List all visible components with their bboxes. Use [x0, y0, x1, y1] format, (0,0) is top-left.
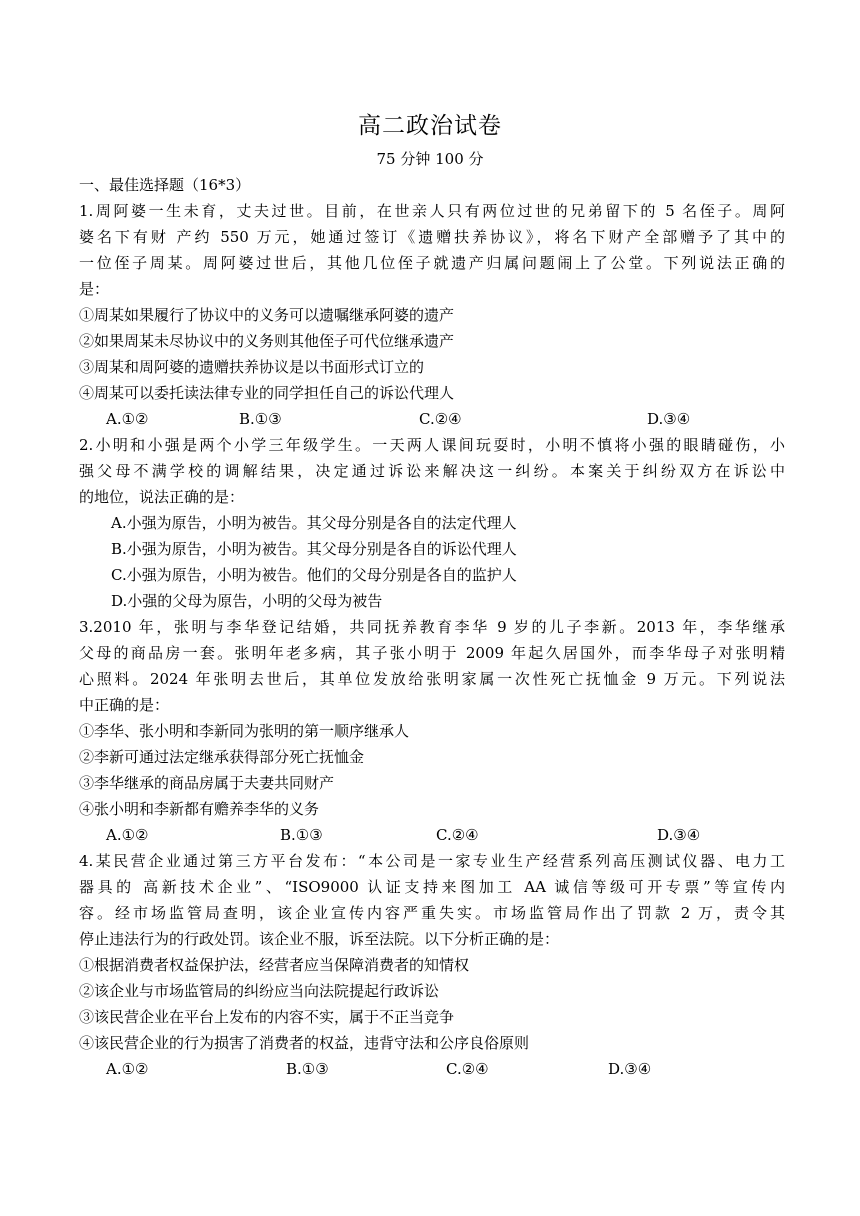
choice-d: D.小强的父母为原告，小明的父母为被告: [111, 592, 383, 610]
option-b: B.①③: [286, 1060, 329, 1078]
statement: ②如果周某未尽协议中的义务则其他侄子可代位继承遗产: [79, 332, 455, 350]
option-d: D.③④: [608, 1060, 652, 1078]
question-2: [79, 432, 785, 614]
choice-b: B.小强为原告，小明为被告。其父母分别是各自的诉讼代理人: [111, 540, 517, 558]
statement: ②该企业与市场监管局的纠纷应当向法院提起行政诉讼: [79, 982, 440, 1000]
statement: ①根据消费者权益保护法，经营者应当保障消费者的知情权: [79, 956, 470, 974]
option-a: A.①②: [106, 826, 149, 844]
answer-options: [79, 1056, 785, 1082]
question-stem-line: 是：: [79, 280, 110, 298]
option-b: B.①③: [280, 826, 323, 844]
question-stem-line: 4.某民营企业通过第三方平台发布：“本公司是一家专业生产经营系列高压测试仪器、电力工: [79, 852, 785, 870]
option-c: C.②④: [436, 826, 479, 844]
statement: ①李华、张小明和李新同为张明的第一顺序继承人: [79, 722, 410, 740]
option-a: A.①②: [106, 410, 149, 428]
option-b: B.①③: [239, 410, 282, 428]
question-stem-line: 器具的 高新技术企业”、“ISO9000 认证支持来图加工 AA 诚信等级可开专票”等宣传内: [79, 878, 785, 896]
question-4: [79, 848, 785, 1082]
exam-body: [79, 172, 785, 1082]
question-stem-line: 3.2010 年，张明与李华登记结婚，共同抚养教育李华 9 岁的儿子李新。2013 年，李华继承: [79, 618, 785, 636]
statement: ②李新可通过法定继承获得部分死亡抚恤金: [79, 748, 365, 766]
statement: ③李华继承的商品房属于夫妻共同财产: [79, 774, 335, 792]
question-stem-line: 一位侄子周某。周阿婆过世后，其他几位侄子就遗产归属问题闹上了公堂。下列说法正确的: [79, 254, 785, 272]
option-c: C.②④: [419, 410, 462, 428]
answer-options: [79, 822, 785, 848]
statement: ④张小明和李新都有赡养李华的义务: [79, 800, 320, 818]
option-d: D.③④: [657, 826, 701, 844]
question-stem-line: 容。经市场监管局查明，该企业宣传内容严重失实。市场监管局作出了罚款 2 万，责令其: [79, 904, 785, 922]
option-a: A.①②: [106, 1060, 149, 1078]
option-c: C.②④: [446, 1060, 489, 1078]
question-stem-line: 1.周阿婆一生未育，丈夫过世。目前，在世亲人只有两位过世的兄弟留下的 5 名侄子。周阿: [79, 202, 785, 220]
question-3: [79, 614, 785, 848]
statement: ④周某可以委托读法律专业的同学担任自己的诉讼代理人: [79, 384, 455, 402]
choice-a: A.小强为原告，小明为被告。其父母分别是各自的法定代理人: [111, 514, 517, 532]
statement: ③该民营企业在平台上发布的内容不实，属于不正当竞争: [79, 1008, 455, 1026]
page-title: 高二政治试卷: [358, 113, 502, 139]
question-stem-line: 2.小明和小强是两个小学三年级学生。一天两人课间玩耍时，小明不慎将小强的眼睛碰伤，小: [79, 436, 785, 454]
question-stem-line: 强父母不满学校的调解结果，决定通过诉讼来解决这一纠纷。本案关于纠纷双方在诉讼中: [79, 462, 785, 480]
statement: ③周某和周阿婆的遗赠扶养协议是以书面形式订立的: [79, 358, 425, 376]
question-stem-line: 中正确的是：: [79, 696, 170, 714]
section-heading: 一、最佳选择题（16*3）: [79, 176, 251, 194]
choice-c: C.小强为原告，小明为被告。他们的父母分别是各自的监护人: [111, 566, 517, 584]
option-d: D.③④: [647, 410, 691, 428]
question-stem-line: 心照料。2024 年张明去世后，其单位发放给张明家属一次性死亡抚恤金 9 万元。下列说法: [79, 670, 785, 688]
statement: ④该民营企业的行为损害了消费者的权益，违背守法和公序良俗原则: [79, 1034, 530, 1052]
question-stem-line: 婆名下有财 产约 550 万元，她通过签订《遗赠扶养协议》，将名下财产全部赠予了其中的: [79, 228, 785, 246]
question-stem-line: 父母的商品房一套。张明年老多病，其子张小明于 2009 年起久居国外，而李华母子对张明精: [79, 644, 785, 662]
answer-options: [79, 406, 785, 432]
question-stem-line: 停止违法行为的行政处罚。该企业不服，诉至法院。以下分析正确的是：: [79, 930, 560, 948]
question-stem-line: 的地位，说法正确的是：: [79, 488, 245, 506]
exam-duration-score: 75 分钟 100 分: [376, 150, 484, 168]
question-1: [79, 198, 785, 432]
statement: ①周某如果履行了协议中的义务可以遗嘱继承阿婆的遗产: [79, 306, 455, 324]
